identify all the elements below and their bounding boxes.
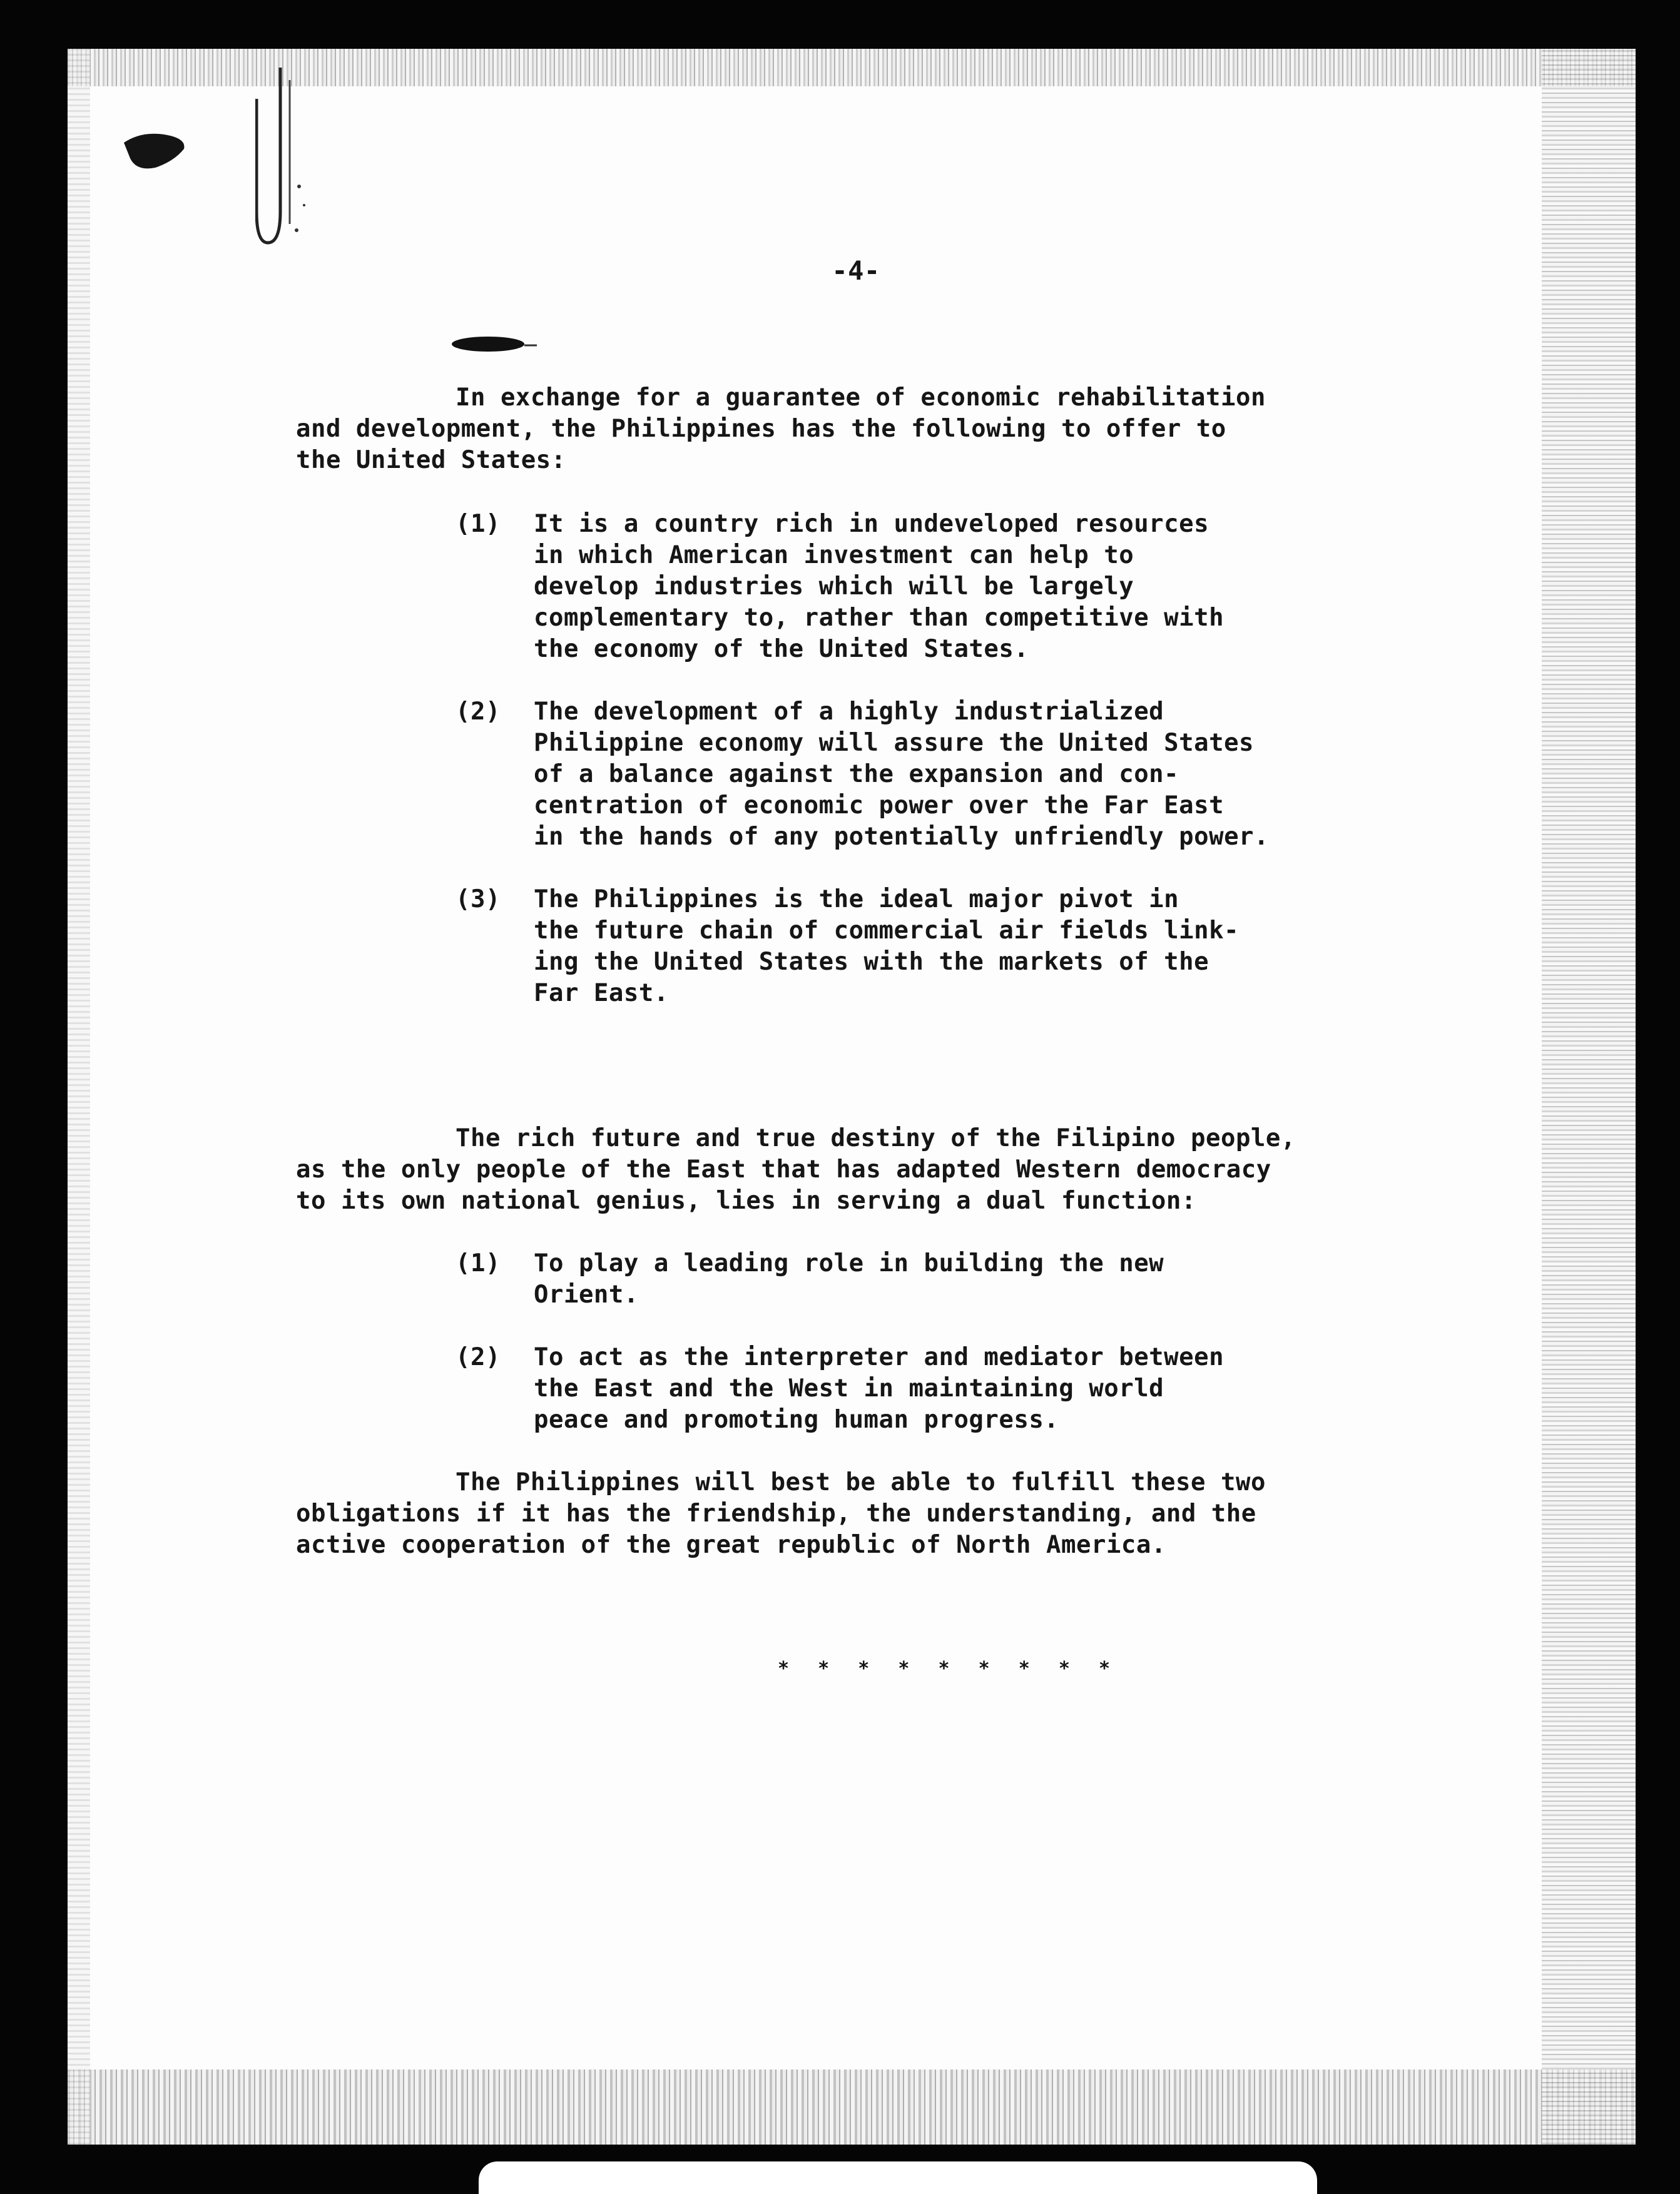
item-line: The development of a highly industrialized bbox=[534, 698, 1164, 726]
destiny-paragraph bbox=[296, 1123, 1453, 1217]
page-number: -4- bbox=[832, 255, 880, 286]
closing-line: active cooperation of the great republic of North America. bbox=[296, 1531, 1166, 1559]
item-line: develop industries which will be largely bbox=[534, 572, 1134, 601]
list-item bbox=[456, 696, 1482, 853]
item-line: of a balance against the expansion and con- bbox=[534, 760, 1179, 788]
destiny-line: The rich future and true destiny of the Filipino people, bbox=[456, 1124, 1296, 1152]
offer-list bbox=[456, 509, 1482, 1040]
item-line: It is a country rich in undeveloped resources bbox=[534, 510, 1209, 538]
item-text bbox=[534, 509, 1482, 665]
scan-noise-left bbox=[68, 49, 90, 2145]
end-mark: * * * * * * * * * bbox=[778, 1658, 1119, 1680]
item-line: Far East. bbox=[534, 979, 669, 1007]
item-line: To play a leading role in building the new bbox=[534, 1249, 1164, 1277]
item-line: ing the United States with the markets of the bbox=[534, 948, 1209, 976]
destiny-line: as the only people of the East that has adapted Western democracy bbox=[296, 1155, 1271, 1184]
intro-line: the United States: bbox=[296, 446, 566, 474]
closing-line: obligations if it has the friendship, the understanding, and the bbox=[296, 1500, 1256, 1528]
item-line: Orient. bbox=[534, 1281, 639, 1309]
item-line: centration of economic power over the Far East bbox=[534, 791, 1224, 820]
item-line: in which American investment can help to bbox=[534, 541, 1134, 569]
item-line: Philippine economy will assure the United States bbox=[534, 729, 1255, 757]
item-number: (3) bbox=[456, 885, 501, 913]
redaction-mark-icon bbox=[451, 334, 538, 354]
item-line: To act as the interpreter and mediator between bbox=[534, 1343, 1224, 1371]
scanner-label-strip bbox=[479, 2161, 1317, 2194]
paperclip-icon bbox=[255, 61, 309, 249]
scan-noise-bottom bbox=[68, 2070, 1636, 2145]
list-item bbox=[456, 884, 1482, 1009]
list-item bbox=[456, 509, 1482, 665]
item-line: in the hands of any potentially unfriendly power. bbox=[534, 823, 1270, 851]
intro-line: In exchange for a guarantee of economic rehabilitation bbox=[456, 383, 1266, 412]
closing-paragraph bbox=[296, 1467, 1453, 1561]
item-line: the East and the West in maintaining world bbox=[534, 1374, 1164, 1403]
list-item bbox=[456, 1248, 1482, 1311]
destiny-line: to its own national genius, lies in serving a dual function: bbox=[296, 1187, 1196, 1215]
scan-noise-right bbox=[1542, 49, 1636, 2145]
item-text bbox=[534, 884, 1482, 1009]
list-item bbox=[456, 1342, 1482, 1436]
item-line: peace and promoting human progress. bbox=[534, 1406, 1059, 1434]
item-line: complementary to, rather than competitive with bbox=[534, 604, 1224, 632]
intro-line: and development, the Philippines has the following to offer to bbox=[296, 415, 1226, 443]
item-text bbox=[534, 1342, 1482, 1436]
intro-paragraph bbox=[296, 382, 1453, 476]
item-line: The Philippines is the ideal major pivot in bbox=[534, 885, 1179, 913]
item-line: the future chain of commercial air fields link- bbox=[534, 917, 1240, 945]
document-page bbox=[68, 49, 1636, 2145]
item-line: the economy of the United States. bbox=[534, 635, 1029, 663]
item-number: (1) bbox=[456, 510, 501, 538]
function-list bbox=[456, 1248, 1482, 1467]
item-text bbox=[534, 1248, 1482, 1311]
item-number: (2) bbox=[456, 698, 501, 726]
item-number: (1) bbox=[456, 1249, 501, 1277]
closing-line: The Philippines will best be able to fulfill these two bbox=[456, 1468, 1266, 1496]
item-text bbox=[534, 696, 1482, 853]
item-number: (2) bbox=[456, 1343, 501, 1371]
ink-smudge-icon bbox=[124, 130, 199, 174]
